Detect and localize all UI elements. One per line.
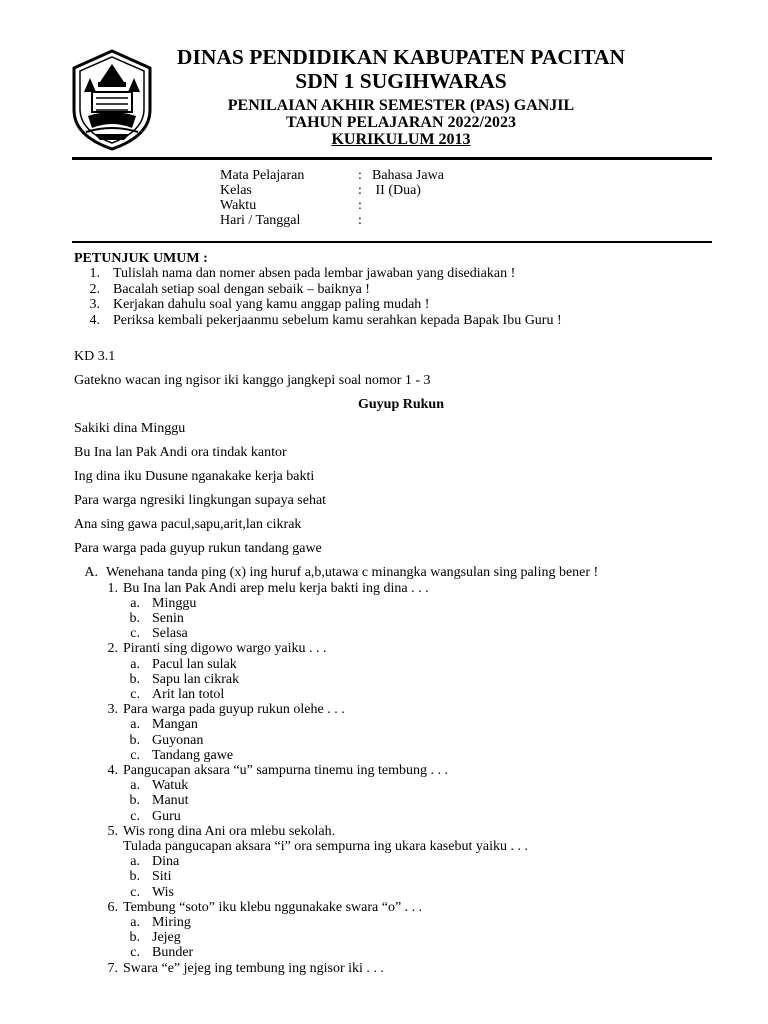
- list-item-text: Periksa kembali pekerjaanmu sebelum kamu serahkan kepada Bapak Ibu Guru !: [113, 312, 562, 328]
- answer-option: [74, 945, 728, 960]
- list-item-number: 2.: [89, 281, 100, 297]
- story-line: Sakiki dina Minggu: [74, 421, 186, 436]
- option-letter: a.: [130, 914, 140, 930]
- list-item-text: Tulislah nama dan nomer absen pada lembar jawaban yang disediakan !: [113, 266, 516, 281]
- option-letter: c.: [130, 884, 140, 900]
- answer-option: [74, 611, 728, 626]
- header-exam-name: PENILAIAN AKHIR SEMESTER (PAS) GANJIL: [227, 97, 575, 114]
- answer-option: [74, 809, 728, 824]
- option-text: Watuk: [152, 778, 189, 794]
- competency-code: KD 3.1: [74, 349, 116, 364]
- question-subtext: Tulada pangucapan aksara “i” ora sempurna ing ukara kasebut yaiku . . .: [123, 838, 528, 854]
- question-list: [74, 581, 728, 976]
- header-school-year: TAHUN PELAJARAN 2022/2023: [286, 114, 516, 131]
- question: [74, 702, 728, 717]
- option-letter: b.: [129, 671, 140, 687]
- question-number: 2.: [107, 641, 118, 657]
- question-text: Wis rong dina Ani ora mlebu sekolah.: [123, 823, 336, 839]
- info-label: Mata Pelajaran: [220, 168, 305, 183]
- answer-option: [74, 793, 728, 808]
- option-text: Selasa: [152, 626, 188, 642]
- answer-option: [74, 717, 728, 732]
- instructions-title: PETUNJUK UMUM :: [74, 251, 208, 266]
- question-number: 3.: [107, 702, 118, 718]
- option-text: Senin: [152, 610, 184, 626]
- exam-header: [150, 45, 652, 148]
- question: [74, 900, 728, 915]
- question-text: Pangucapan aksara “u” sampurna tinemu ing tembung . . .: [123, 762, 449, 778]
- story-line: Bu Ina lan Pak Andi ora tindak kantor: [74, 445, 287, 460]
- regency-emblem-icon: [70, 48, 154, 152]
- option-text: Minggu: [152, 595, 197, 611]
- info-label: Hari / Tanggal: [220, 213, 301, 228]
- option-text: Miring: [152, 914, 191, 930]
- question-number: 4.: [107, 762, 118, 778]
- option-text: Guyonan: [152, 732, 204, 748]
- question-number: 5.: [107, 823, 118, 839]
- option-text: Pacul lan sulak: [152, 656, 237, 672]
- info-value: Bahasa Jawa: [372, 168, 444, 183]
- story-line: Ana sing gawa pacul,sapu,arit,lan cikrak: [74, 517, 302, 532]
- option-letter: b.: [129, 732, 140, 748]
- list-item: [74, 282, 728, 298]
- info-row-subject: [220, 168, 444, 183]
- option-letter: a.: [130, 656, 140, 672]
- question: [74, 581, 728, 596]
- option-letter: a.: [130, 717, 140, 733]
- answer-option: [74, 657, 728, 672]
- option-letter: c.: [130, 808, 140, 824]
- option-letter: c.: [130, 686, 140, 702]
- info-colon: :: [358, 168, 362, 183]
- instructions-list: [74, 266, 728, 328]
- option-letter: b.: [129, 930, 140, 946]
- option-text: Sapu lan cikrak: [152, 671, 240, 687]
- question-number: 6.: [107, 899, 118, 915]
- question: [74, 763, 728, 778]
- info-row-date: [220, 213, 444, 228]
- option-letter: c.: [130, 747, 140, 763]
- option-text: Jejeg: [152, 930, 181, 946]
- option-letter: b.: [129, 793, 140, 809]
- question-text: Swara “e” jejeg ing tembung ing ngisor iki . . .: [123, 960, 384, 976]
- option-text: Dina: [152, 854, 180, 870]
- option-letter: c.: [130, 626, 140, 642]
- option-text: Guru: [152, 808, 181, 824]
- reading-instruction: Gatekno wacan ing ngisor iki kanggo jangkepi soal nomor 1 - 3: [74, 373, 431, 388]
- list-item-text: Kerjakan dahulu soal yang kamu anggap paling mudah !: [113, 297, 430, 312]
- story-line: Ing dina iku Dusune nganakake kerja bakti: [74, 469, 315, 484]
- question: [74, 961, 728, 976]
- answer-option: [74, 733, 728, 748]
- list-item-number: 1.: [89, 266, 100, 281]
- question-text: Para warga pada guyup rukun olehe . . .: [123, 702, 345, 718]
- option-letter: a.: [130, 778, 140, 794]
- list-item-number: 4.: [89, 312, 100, 328]
- header-school: SDN 1 SUGIHWARAS: [295, 69, 507, 93]
- answer-option: [74, 885, 728, 900]
- answer-option: [74, 626, 728, 641]
- info-row-class: [220, 183, 444, 198]
- question: [74, 641, 728, 656]
- list-item: [74, 313, 728, 329]
- question: [74, 824, 728, 839]
- section-letter: A.: [84, 565, 98, 580]
- story-line: Para warga ngresiki lingkungan supaya sehat: [74, 493, 327, 508]
- section-a-heading: [74, 565, 728, 581]
- option-letter: b.: [129, 869, 140, 885]
- story-line: Para warga pada guyup rukun tandang gawe: [74, 541, 322, 556]
- list-item: [74, 266, 728, 282]
- info-label: Kelas: [220, 183, 252, 198]
- section-instruction: Wenehana tanda ping (x) ing huruf a,b,utawa c minangka wangsulan sing paling bener !: [106, 565, 599, 580]
- question-number: 7.: [107, 960, 118, 976]
- answer-option: [74, 915, 728, 930]
- answer-option: [74, 930, 728, 945]
- header-divider: [72, 157, 712, 160]
- option-text: Siti: [152, 869, 172, 885]
- exam-info: [220, 168, 444, 228]
- option-text: Mangan: [152, 717, 198, 733]
- question-text: Tembung “soto” iku klebu nggunakake swara “o” . . .: [123, 899, 423, 915]
- option-letter: a.: [130, 595, 140, 611]
- info-colon: :: [358, 198, 362, 213]
- info-divider: [72, 241, 712, 243]
- answer-option: [74, 854, 728, 869]
- option-letter: a.: [130, 854, 140, 870]
- info-row-time: [220, 198, 444, 213]
- list-item-number: 3.: [89, 297, 100, 312]
- header-curriculum: KURIKULUM 2013: [331, 131, 471, 148]
- answer-option: [74, 869, 728, 884]
- info-label: Waktu: [220, 198, 257, 213]
- answer-option: [74, 672, 728, 687]
- option-text: Bunder: [152, 945, 194, 961]
- option-letter: c.: [130, 945, 140, 961]
- header-agency: DINAS PENDIDIKAN KABUPATEN PACITAN: [176, 45, 626, 69]
- info-colon: :: [358, 183, 362, 198]
- info-value: II (Dua): [372, 183, 421, 198]
- answer-option: [74, 778, 728, 793]
- list-item: [74, 297, 728, 313]
- list-item-text: Bacalah setiap soal dengan sebaik – baiknya !: [113, 281, 370, 297]
- question-text: Piranti sing digowo wargo yaiku . . .: [123, 641, 327, 657]
- answer-option: [74, 748, 728, 763]
- question-number: 1.: [107, 580, 118, 596]
- question-text: Bu Ina lan Pak Andi arep melu kerja bakti ing dina . . .: [123, 580, 429, 596]
- option-text: Wis: [152, 884, 174, 900]
- option-text: Arit lan totol: [152, 686, 225, 702]
- answer-option: [74, 596, 728, 611]
- info-colon: :: [358, 213, 362, 228]
- story-title: Guyup Rukun: [357, 397, 444, 412]
- exam-body: [74, 251, 728, 976]
- option-text: Tandang gawe: [152, 747, 234, 763]
- option-letter: b.: [129, 610, 140, 626]
- option-text: Manut: [152, 793, 189, 809]
- answer-option: [74, 687, 728, 702]
